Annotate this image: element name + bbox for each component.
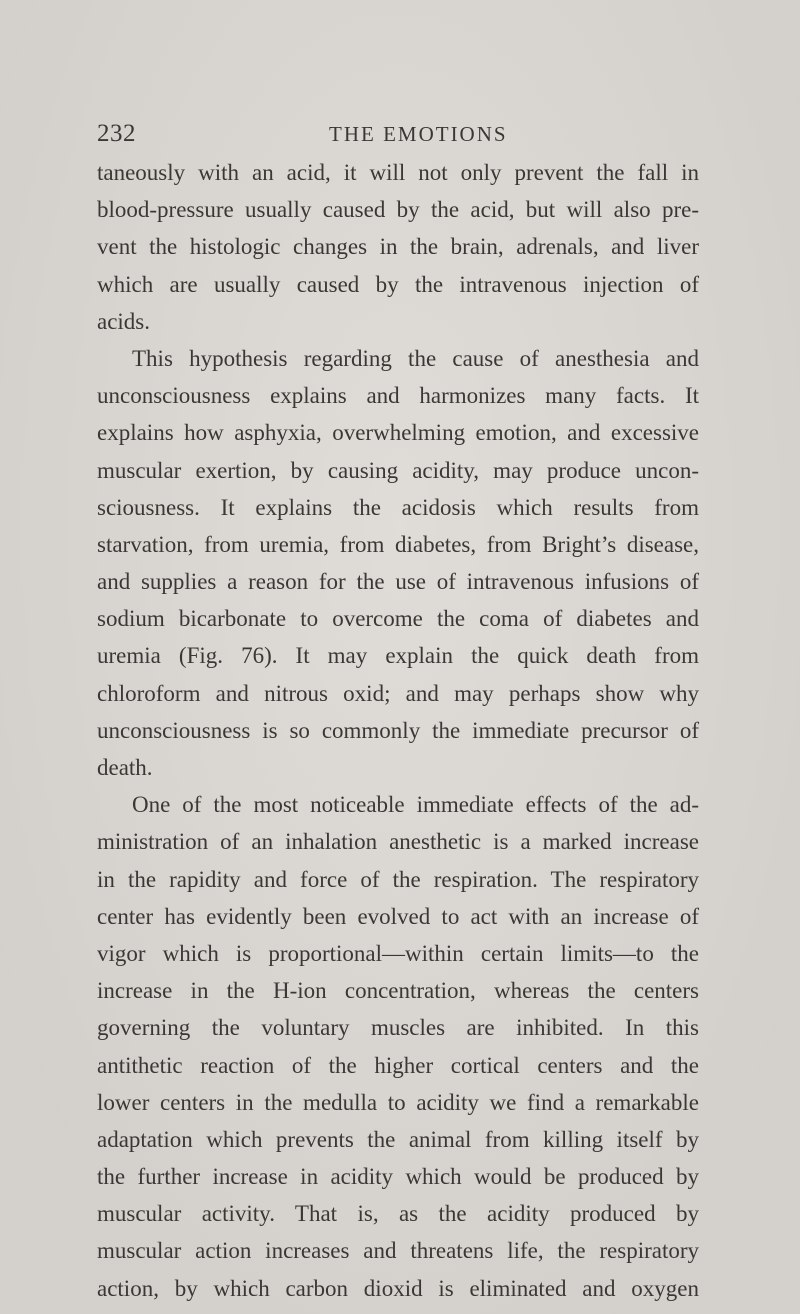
text-line: unconsciousness explains and harmonizes many facts. It <box>97 383 699 409</box>
text-line: This hypothesis regarding the cause of anesthesia and <box>132 345 699 371</box>
page-number: 232 <box>97 120 136 147</box>
text-line: explains how asphyxia, overwhelming emotion, and excessive <box>97 420 699 446</box>
text-line: blood-pressure usually caused by the acid, but will also pre- <box>97 197 699 223</box>
text-line: and supplies a reason for the use of intravenous infusions of <box>97 569 699 595</box>
text-line: One of the most noticeable immediate effects of the ad- <box>132 792 699 818</box>
text-line: starvation, from uremia, from diabetes, from Bright’s disease, <box>97 531 699 557</box>
text-line: lower centers in the medulla to acidity we find a remarkable <box>97 1089 699 1115</box>
text-line: the further increase in acidity which would be produced by <box>97 1164 699 1190</box>
text-line: sodium bicarbonate to overcome the coma of diabetes and <box>97 606 699 632</box>
text-line: ministration of an inhalation anesthetic is a marked increase <box>97 829 699 855</box>
text-line: antithetic reaction of the higher cortical centers and the <box>97 1052 699 1078</box>
text-line: vigor which is proportional—within certain limits—to the <box>97 940 699 966</box>
text-line: muscular activity. That is, as the acidity produced by <box>97 1201 699 1227</box>
text-line: vent the histologic changes in the brain, adrenals, and liver <box>97 234 699 260</box>
text-line: uremia (Fig. 76). It may explain the quick death from <box>97 643 699 669</box>
text-line: taneously with an acid, it will not only prevent the fall in <box>97 160 699 185</box>
text-line: chloroform and nitrous oxid; and may perhaps show why <box>97 680 699 706</box>
text-line: center has evidently been evolved to act with an increase of <box>97 903 699 929</box>
text-line: muscular exertion, by causing acidity, may produce uncon- <box>97 457 699 483</box>
text-line: governing the voluntary muscles are inhibited. In this <box>97 1015 699 1041</box>
text-line: death. <box>97 755 153 780</box>
text-line: acids. <box>97 308 151 334</box>
text-line: increase in the H-ion concentration, whereas the centers <box>97 978 699 1004</box>
text-line: unconsciousness is so commonly the immediate precursor of <box>97 717 699 743</box>
text-line: adaptation which prevents the animal from killing itself by <box>97 1126 699 1152</box>
text-line: which are usually caused by the intravenous injection of <box>97 271 699 297</box>
text-line: sciousness. It explains the acidosis which results from <box>97 494 699 520</box>
text-line: muscular action increases and threatens life, the respiratory <box>97 1238 699 1264</box>
body-text <box>97 154 699 1307</box>
text-line: action, by which carbon dioxid is eliminated and oxygen <box>97 1275 699 1301</box>
text-line: in the rapidity and force of the respiration. The respiratory <box>97 866 699 892</box>
running-head: THE EMOTIONS <box>329 122 508 146</box>
